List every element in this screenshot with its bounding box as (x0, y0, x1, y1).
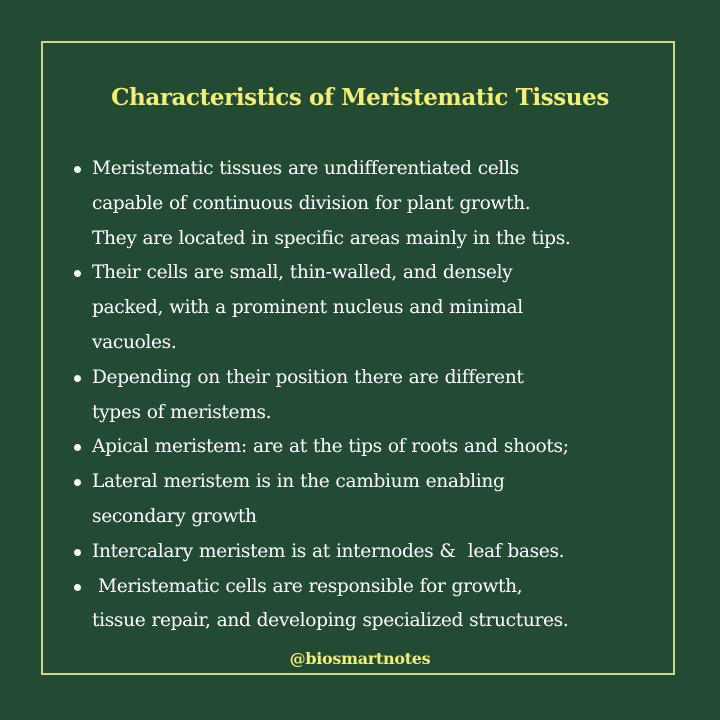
list-item-line: Meristematic tissues are undifferentiated cells (92, 158, 519, 179)
bullet-icon (74, 479, 81, 486)
list-item (70, 535, 670, 570)
list-item (70, 152, 670, 256)
bullet-icon (74, 549, 81, 556)
list-item-line: packed, with a prominent nucleus and minimal (92, 297, 523, 319)
list-item (70, 256, 670, 360)
bullet-icon (74, 444, 81, 451)
list-item-line: Meristematic cells are responsible for growth, (92, 575, 523, 597)
bullet-icon (74, 270, 81, 277)
social-handle: @biosmartnotes (289, 649, 431, 668)
list-item-line: vacuoles. (92, 331, 177, 353)
list-item-line: Depending on their position there are different (92, 366, 524, 388)
list-item-line: tissue repair, and developing specialized structures. (92, 610, 569, 632)
list-item (70, 361, 670, 431)
bullet-icon (74, 375, 81, 382)
list-item (70, 570, 670, 640)
bullet-list (70, 152, 670, 639)
list-item-line: They are located in specific areas mainly in the tips. (92, 227, 571, 249)
list-item-line: Their cells are small, thin-walled, and densely (92, 262, 513, 284)
list-item (70, 430, 670, 465)
list-item-line: secondary growth (92, 505, 257, 527)
bullet-icon (74, 584, 81, 591)
list-item-line: Intercalary meristem is at internodes & leaf bases. (92, 540, 565, 562)
list-item-line: types of meristems. (92, 401, 272, 423)
list-item (70, 465, 670, 535)
bullet-icon (74, 166, 81, 173)
list-item-line: Lateral meristem is in the cambium enabling (92, 471, 505, 493)
page-title: Characteristics of Meristematic Tissues (111, 84, 609, 111)
list-item-line: Apical meristem: are at the tips of roots and shoots; (92, 436, 569, 458)
list-item-line: capable of continuous division for plant growth. (92, 192, 531, 214)
